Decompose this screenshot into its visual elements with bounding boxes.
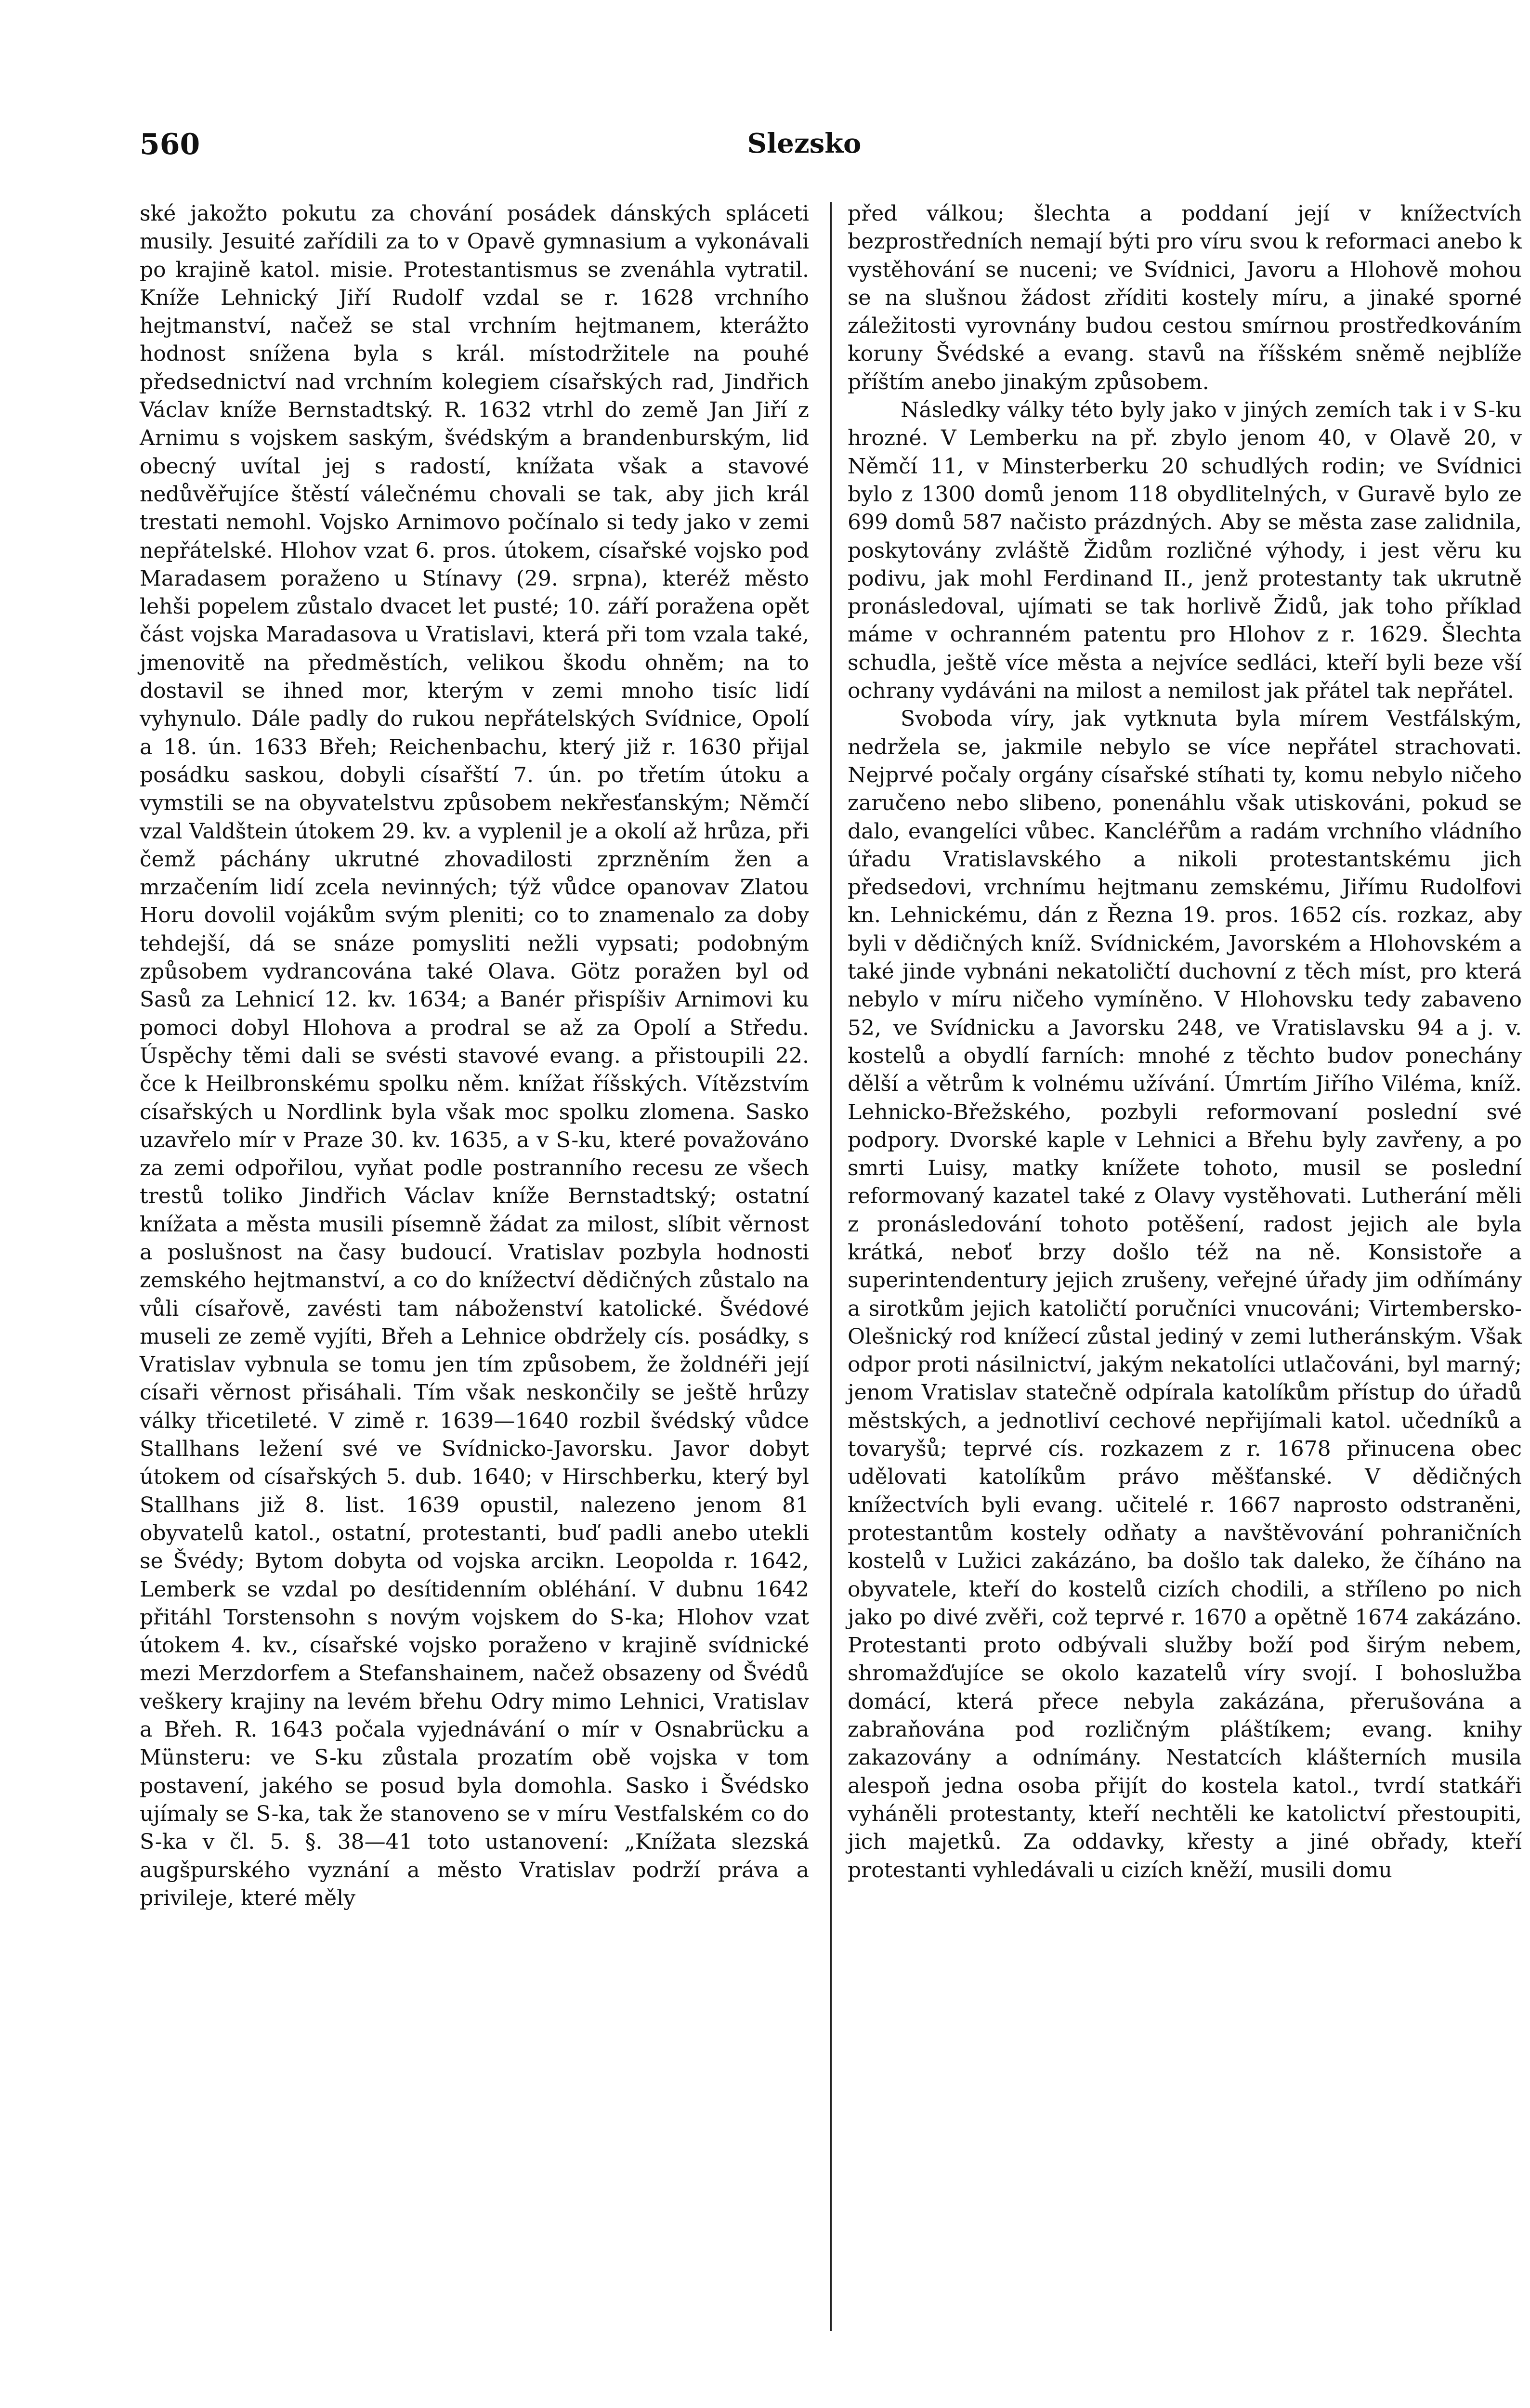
paragraph: Následky války této byly jako v jiných zemích tak i v S-ku hrozné. V Lemberku na př. zbylo jenom 40, v Olavě 20, v Němčí 11, v Minsterberku 20 schudlých rodin; ve Svídnici bylo z 1300 domů jenom 118 obydlitelných, v Guravě bylo ze 699 domů 587 načisto prázdných. Aby se města zase zalidnila, poskytovány zvláště Židům rozličné výhody, i jest věru ku podivu, jak mohl Ferdinand II., jenž protestanty tak ukrutně pronásledoval, ujímati se tak horlivě Židů, jak toho příklad máme v ochranném patentu pro Hlohov z r. 1629. Šlechta schudla, ještě více města a nejvíce sedláci, kteří byli beze vší ochrany vydáváni na milost a nemilost jak přátel tak nepřátel. bbox=[848, 398, 1522, 704]
paragraph: ské jakožto pokutu za chování posádek dánských spláceti musily. Jesuité zařídili za to v Opavě gymnasium a vykonávali po krajině katol. misie. Protestantismus se zvenáhla vytratil. Kníže Lehnický Jiří Rudolf vzdal se r. 1628 vrchního hejtmanství, načež se stal vrchním hejtmanem, kterážto hodnost snížena byla s král. místodržitele na pouhé předsednictví nad vrchním kolegiem císařských rad, Jindřich Václav kníže Bernstadtský. R. 1632 vtrhl do země Jan Jiří z Arnimu s vojskem saským, švédským a brandenburským, lid obecný uvítal jej s radostí, knížata však a stavové nedůvěřujíce štěstí válečnému chovali se tak, aby jich král trestati nemohl. Vojsko Arnimovo počínalo si tedy jako v zemi nepřátelské. Hlohov vzat 6. pros. útokem, císařské vojsko pod Maradasem poraženo u Stínavy (29. srpna), kteréž město lehši popelem zůstalo dvacet let pusté; 10. září poražena opět část vojska Maradasova u Vratislavi, která při tom vzala také, jmenovitě na předměstích, velikou škodu ohněm; na to dostavil se ihned mor, kterým v zemi mnoho tisíc lidí vyhynulo. Dále padly do rukou nepřátelských Svídnice, Opolí a 18. ún. 1633 Břeh; Reichenbachu, který již r. 1630 přijal posádku saskou, dobyli císařští 7. ún. po třetím útoku a vymstili se na obyvatelstvu způsobem nekřesťanským; Němčí vzal Valdštein útokem 29. kv. a vyplenil je a okolí až hrůza, při čemž páchány ukrutné zhovadilosti zprzněním žen a mrzačením lidí zcela nevinných; týž vůdce opanovav Zlatou Horu dovolil vojákům svým pleniti; co to znamenalo za doby tehdejší, dá se snáze pomysliti nežli vypsati; podobným způsobem vydrancována také Olava. Götz poražen byl od Sasů za Lehnicí 12. kv. 1634; a Banér přispíšiv Arnimovi ku pomoci dobyl Hlohova a prodral se až za Opolí a Středu. Úspěchy těmi dali se svésti stavové evang. a přistoupili 22. čce k Heilbronskému spolku něm. knížat říšských. Vítězstvím císařských u Nordlink byla však moc spolku zlomena. Sasko uzavřelo mír v Praze 30. kv. 1635, a v S-ku, které považováno za zemi odpořilou, vyňat podle postranního recesu ze všech trestů toliko Jindřich Václav kníže Bernstadtský; ostatní knížata a města musili písemně žádat za milost, slíbit věrnost a poslušnost na časy budoucí. Vratislav pozbyla hodnosti zemského hejtmanství, a co do knížectví dědičných zůstalo na vůli císařově, zavésti tam náboženství katolické. Švédové museli ze země vyjíti, Břeh a Lehnice obdržely cís. posádky, s Vratislav vybnula se tomu jen tím způsobem, že žoldnéři její císaři věrnost přisáhali. Tím však neskončily se ještě hrůzy války třicetileté. V zimě r. 1639—1640 rozbil švédský vůdce Stallhans ležení své ve Svídnicko-Javorsku. Javor dobyt útokem od císařských 5. dub. 1640; v Hirschberku, který byl Stallhans již 8. list. 1639 opustil, nalezeno jenom 81 obyvatelů katol., ostatní, protestanti, buď padli anebo utekli se Švédy; Bytom dobyta od vojska arcikn. Leopolda r. 1642, Lemberk se vzdal po desítidenním obléhání. V dubnu 1642 přitáhl Torstensohn s novým vojskem do S-ka; Hlohov vzat útokem 4. kv., císařské vojsko poraženo v krajině svídnické mezi Merzdorfem a Stefanshainem, načež obsazeny od Švédů veškery krajiny na levém břehu Odry mimo Lehnici, Vratislav a Břeh. R. 1643 počala vyjednávání o mír v Osnabrücku a Münsteru: ve S-ku zůstala prozatím obě vojska v tom postavení, jakého se posud byla domohla. Sasko i Švédsko ujímaly se S-ka, tak že stanoveno se v míru Vestfalském co do S-ka v čl. 5. §. 38—41 toto ustanovení: „Knížata slezská augšpurského vyznání a město Vratislav podrží práva a privileje, které měly bbox=[140, 201, 809, 1911]
right-column bbox=[848, 200, 1522, 1885]
paragraph: Svoboda víry, jak vytknuta byla mírem Vestfálským, nedržela se, jakmile nebylo se více nepřátel strachovati. Nejprvé počaly orgány císařské stíhati ty, komu nebylo ničeho zaručeno nebo slibeno, ponenáhlu však utiskováni, pokud se dalo, evangelíci vůbec. Kancléřům a radám vrchního vládního úřadu Vratislavského a nikoli protestantskému jich předsedovi, vrchnímu hejtmanu zemskému, Jiřímu Rudolfovi kn. Lehnickému, dán z Řezna 19. pros. 1652 cís. rozkaz, aby byli v dědičných kníž. Svídnickém, Javorském a Hlohovském a také jinde vybnáni nekatoličtí duchovní z těch míst, pro která nebylo v míru ničeho vymíněno. V Hlohovsku tedy zabaveno 52, ve Svídnicku a Javorsku 248, ve Vratislavsku 94 a j. v. kostelů a obydlí farních: mnohé z těchto budov ponechány dělší a větrům k volnému užívání. Úmrtím Jiřího Viléma, kníž. Lehnicko-Břežského, pozbyli reformovaní poslední své podpory. Dvorské kaple v Lehnici a Břehu byly zavřeny, a po smrti Luisy, matky knížete tohoto, musil se poslední reformovaný kazatel také z Olavy vystěhovati. Lutherání měli z pronásledování tohoto potěšení, radost jejich ale byla krátká, neboť brzy došlo též na ně. Konsistoře a superintendentury jejich zrušeny, veřejné úřady jim odňímány a sirotkům jejich katoličtí poručníci vnucováni; Virtembersko-Olešnický rod knížecí zůstal jediný v zemi lutheránským. Však odpor proti násilnictví, jakým nekatolíci utlačováni, byl marný; jenom Vratislav statečně odpírala katolíkům přístup do úřadů městských, a jednotliví cechové nepřijímali katol. učedníků a tovaryšů; teprvé cís. rozkazem z r. 1678 přinucena obec udělovati katolíkům právo měšťanské. V dědičných knížectvích byli evang. učitelé r. 1667 naprosto odstraněni, protestantům kostely odňaty a navštěvování pohraničních kostelů v Lužici zakázáno, ba došlo tak daleko, že číháno na obyvatele, kteří do kostelů cizích chodili, a stříleno po nich jako po divé zvěři, což teprvé r. 1670 a opětně 1674 zakázáno. Protestanti proto odbývali služby boží pod širým nebem, shromažďujíce se okolo kazatelů víry svojí. I bohoslužba domácí, která přece nebyla zakázána, přerušována a zabraňována pod rozličným pláštíkem; evang. knihy zakazovány a odnímány. Nestatcích klášterních musila alespoň jedna osoba přijít do kostela katol., tvrdí statkáři vyháněli protestanty, kteří nechtěli ke katolictví přestoupiti, jich majetků. Za oddavky, křesty a jiné obřady, kteří protestanti vyhledávali u cizích kněží, musili domu bbox=[848, 707, 1522, 1883]
left-column bbox=[140, 200, 809, 1912]
column-divider bbox=[830, 202, 832, 2331]
running-title: Slezsko bbox=[747, 128, 862, 159]
page-header bbox=[140, 128, 1469, 181]
paragraph: před válkou; šlechta a poddaní její v knížectvích bezprostředních nemají býti pro víru svou k reformaci anebo k vystěhování se nuceni; ve Svídnici, Javoru a Hlohově mohou se na slušnou žádost zříditi kostely míru, a jinaké sporné záležitosti vyrovnány budou cestou smírnou prostředkováním koruny Švédské a evang. stavů na říšském sněmě nejblíže příštím anebo jinakým způsobem. bbox=[848, 201, 1522, 394]
page-number: 560 bbox=[140, 128, 200, 161]
